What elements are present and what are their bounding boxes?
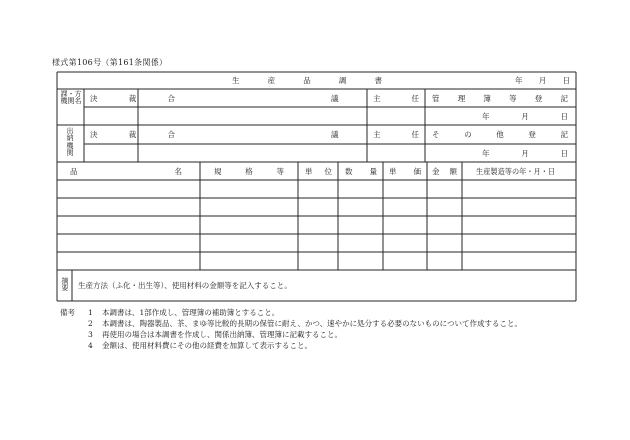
header-date-field[interactable] xyxy=(515,77,570,85)
note-text: 再使用の場合は本調書を作成し、関係出納簿、管理簿に記載すること。 xyxy=(102,330,342,339)
date-year: 年 xyxy=(515,76,523,85)
register-char: 記 xyxy=(560,94,568,103)
org-shunin-label xyxy=(373,95,419,103)
header-char: 額 xyxy=(449,167,457,176)
header-char: 単 xyxy=(305,167,313,176)
header-char: 等 xyxy=(276,167,284,176)
note-item xyxy=(60,329,522,340)
register-char: そ xyxy=(432,130,440,139)
register-char: 登 xyxy=(534,94,543,103)
note-item xyxy=(60,340,522,351)
treasury-register-label xyxy=(432,131,568,139)
header-char: 価 xyxy=(413,167,421,176)
header-char: 単 xyxy=(389,167,397,176)
date-month: 月 xyxy=(538,76,547,85)
note-number: 1 xyxy=(88,308,93,317)
col-header-amount xyxy=(432,168,457,176)
col-header-unit xyxy=(305,168,332,176)
title-char: 生 xyxy=(232,76,240,85)
note-text: 金額は、使用材料費にその他の経費を加算して表示すること。 xyxy=(102,341,312,350)
note-item xyxy=(60,318,522,329)
header-char: 規 xyxy=(214,167,222,176)
date-month: 月 xyxy=(521,149,529,158)
shunin-char: 任 xyxy=(411,130,419,139)
col-header-quantity xyxy=(345,168,377,176)
approval-char: 合 xyxy=(167,94,175,103)
note-text: 本調書は、1部作成し、管理簿の補助簿とすること。 xyxy=(102,308,280,317)
register-char: 理 xyxy=(457,94,466,103)
org-register-label xyxy=(432,95,568,103)
treasury-date-field[interactable] xyxy=(482,150,568,158)
header-char: 位 xyxy=(324,167,332,176)
approval-char: 決 xyxy=(90,130,98,139)
org-gi-label: 議 xyxy=(331,94,339,103)
org-date-field[interactable] xyxy=(482,113,568,121)
notes-section xyxy=(60,307,522,351)
register-char: 他 xyxy=(496,130,504,139)
header-char: 格 xyxy=(245,167,253,176)
title-char: 書 xyxy=(374,76,382,85)
col-header-production-date: 生産製造等の年・月・日 xyxy=(476,167,556,176)
shunin-char: 主 xyxy=(373,94,381,103)
register-char: の xyxy=(464,130,472,139)
org-section-label: 課・方機関名 xyxy=(60,90,82,106)
header-char: 名 xyxy=(174,167,182,176)
treasury-section-label: 出納機関 xyxy=(66,127,74,158)
col-header-item-name xyxy=(70,168,182,176)
treasury-shunin-label xyxy=(373,131,419,139)
notes-label: 備考 xyxy=(60,308,75,317)
form-number-title: 様式第106号（第161条関係） xyxy=(52,58,168,67)
shunin-char: 任 xyxy=(411,94,419,103)
approval-char: 裁 xyxy=(128,130,137,139)
summary-instruction: 生産方法（ふ化・出生等）、使用材料の金額等を記入すること。 xyxy=(78,281,292,290)
col-header-spec xyxy=(214,168,284,176)
note-number: 3 xyxy=(88,330,93,339)
shunin-char: 主 xyxy=(373,130,381,139)
note-number: 2 xyxy=(88,319,93,328)
title-char: 調 xyxy=(338,76,347,85)
col-header-unit-price xyxy=(389,168,421,176)
date-year: 年 xyxy=(482,112,490,121)
approval-char: 決 xyxy=(90,94,98,103)
header-char: 金 xyxy=(432,167,440,176)
note-item xyxy=(60,307,522,318)
treasury-approval-label xyxy=(90,131,175,139)
date-day: 日 xyxy=(562,76,570,85)
report-title xyxy=(232,77,382,85)
treasury-gi-label: 議 xyxy=(331,130,339,139)
register-char: 簿 xyxy=(483,94,491,103)
header-char: 量 xyxy=(369,167,377,176)
approval-char: 合 xyxy=(167,130,175,139)
date-year: 年 xyxy=(482,149,490,158)
header-char: 数 xyxy=(345,167,353,176)
register-char: 登 xyxy=(528,130,536,139)
date-day: 日 xyxy=(560,149,568,158)
date-month: 月 xyxy=(521,112,529,121)
register-char: 等 xyxy=(509,94,517,103)
approval-char: 裁 xyxy=(128,94,137,103)
date-day: 日 xyxy=(560,112,568,121)
note-text: 本調書は、陶器製品、茶、まゆ等比較的長期の保管に耐え、かつ、速やかに処分する必要のないものについて作成すること。 xyxy=(102,319,522,328)
register-char: 記 xyxy=(560,130,568,139)
summary-label: 摘要 xyxy=(61,277,69,293)
header-char: 品 xyxy=(70,167,78,176)
register-char: 管 xyxy=(432,94,440,103)
title-char: 産 xyxy=(267,76,276,85)
note-number: 4 xyxy=(88,341,93,350)
title-char: 品 xyxy=(303,76,311,85)
org-approval-label xyxy=(90,95,175,103)
